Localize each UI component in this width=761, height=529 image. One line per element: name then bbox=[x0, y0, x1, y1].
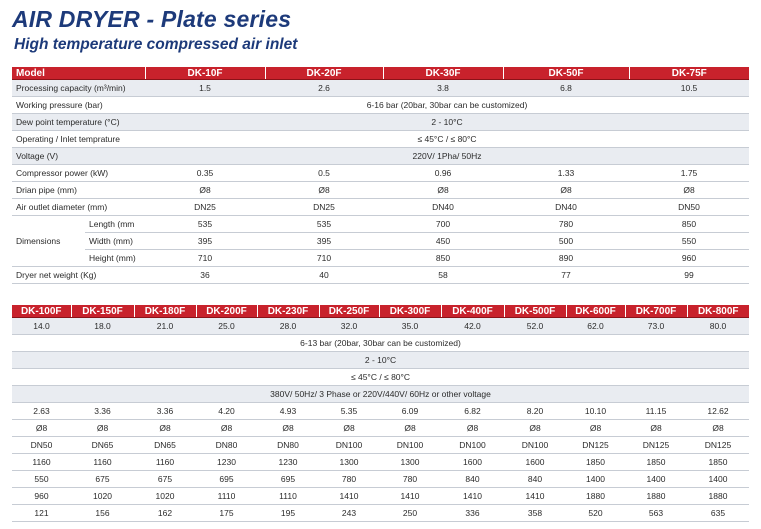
table-cell: 243 bbox=[319, 505, 379, 522]
table-row-pressure bbox=[12, 335, 749, 352]
spec-table-small-models bbox=[12, 67, 749, 284]
table-cell: 1300 bbox=[319, 454, 379, 471]
row-label: Air outlet diameter (mm) bbox=[12, 199, 145, 216]
table-row-weight bbox=[12, 505, 749, 522]
table-cell: 8.20 bbox=[504, 403, 566, 420]
table-cell: 1300 bbox=[379, 454, 441, 471]
table-row-height bbox=[12, 488, 749, 505]
table-cell: Ø8 bbox=[71, 420, 134, 437]
page-subtitle: High temperature compressed air inlet bbox=[14, 36, 298, 53]
table-cell: 10.10 bbox=[566, 403, 625, 420]
table-cell: 175 bbox=[196, 505, 257, 522]
table-row-power bbox=[12, 403, 749, 420]
table-cell: 675 bbox=[134, 471, 196, 488]
table-cell: Ø8 bbox=[383, 182, 503, 199]
table-cell: Ø8 bbox=[134, 420, 196, 437]
table-cell: 4.20 bbox=[196, 403, 257, 420]
table-cell: DN100 bbox=[441, 437, 504, 454]
table-cell: 1850 bbox=[625, 454, 687, 471]
table-cell: 695 bbox=[257, 471, 319, 488]
row-label: Drian pipe (mm) bbox=[12, 182, 145, 199]
table-cell: DN25 bbox=[145, 199, 265, 216]
table-cell: 1850 bbox=[687, 454, 749, 471]
table-row-dew-point bbox=[12, 352, 749, 369]
table-cell: 10.5 bbox=[629, 80, 749, 97]
model-header: DK-230F bbox=[257, 305, 319, 318]
model-header: DK-180F bbox=[134, 305, 196, 318]
table-cell: Ø8 bbox=[12, 420, 71, 437]
table-cell: 2.63 bbox=[12, 403, 71, 420]
table-cell: 780 bbox=[379, 471, 441, 488]
table-cell: 6.09 bbox=[379, 403, 441, 420]
table-row-pressure bbox=[12, 97, 749, 114]
table-cell: DN80 bbox=[196, 437, 257, 454]
table-cell: 1.75 bbox=[629, 165, 749, 182]
table-cell: 1160 bbox=[12, 454, 71, 471]
table-row-capacity bbox=[12, 318, 749, 335]
table-cell: 635 bbox=[687, 505, 749, 522]
table-cell: 358 bbox=[504, 505, 566, 522]
table-cell: 2.6 bbox=[265, 80, 383, 97]
table-cell: 520 bbox=[566, 505, 625, 522]
table-cell: 450 bbox=[383, 233, 503, 250]
table-cell: 695 bbox=[196, 471, 257, 488]
table-cell: 850 bbox=[629, 216, 749, 233]
model-header: DK-300F bbox=[379, 305, 441, 318]
table-cell: 890 bbox=[503, 250, 629, 267]
table-cell: ≤ 45°C / ≤ 80°C bbox=[12, 369, 749, 386]
table-cell: Ø8 bbox=[504, 420, 566, 437]
row-label: Working pressure (bar) bbox=[12, 97, 145, 114]
table-cell: ≤ 45°C / ≤ 80°C bbox=[145, 131, 749, 148]
table-cell: DN25 bbox=[265, 199, 383, 216]
table-row-length bbox=[12, 454, 749, 471]
page-title: AIR DRYER - Plate series bbox=[12, 6, 292, 32]
table-cell: 6.8 bbox=[503, 80, 629, 97]
row-label: Compressor power (kW) bbox=[12, 165, 145, 182]
table-cell: 62.0 bbox=[566, 318, 625, 335]
table-cell: 25.0 bbox=[196, 318, 257, 335]
table-cell: 80.0 bbox=[687, 318, 749, 335]
model-column-header: Model bbox=[12, 67, 145, 80]
row-label: Dryer net weight (Kg) bbox=[12, 267, 145, 284]
table-row-temperature bbox=[12, 369, 749, 386]
model-header: DK-30F bbox=[383, 67, 503, 80]
table-cell: 32.0 bbox=[319, 318, 379, 335]
table-cell: 1880 bbox=[625, 488, 687, 505]
table-cell: 6.82 bbox=[441, 403, 504, 420]
table-cell: DN100 bbox=[379, 437, 441, 454]
table-header-row bbox=[12, 67, 749, 80]
table-cell: 395 bbox=[265, 233, 383, 250]
table-cell: Ø8 bbox=[196, 420, 257, 437]
table-cell: 28.0 bbox=[257, 318, 319, 335]
table-cell: 250 bbox=[379, 505, 441, 522]
table-cell: 850 bbox=[383, 250, 503, 267]
row-label: Voltage (V) bbox=[12, 148, 145, 165]
table-cell: 21.0 bbox=[134, 318, 196, 335]
model-header: DK-600F bbox=[566, 305, 625, 318]
model-header: DK-20F bbox=[265, 67, 383, 80]
table-cell: 1020 bbox=[71, 488, 134, 505]
row-label-dimensions: Dimensions bbox=[12, 216, 85, 267]
table-cell: DN40 bbox=[383, 199, 503, 216]
table-cell: 1230 bbox=[196, 454, 257, 471]
table-cell: 156 bbox=[71, 505, 134, 522]
table-cell: 380V/ 50Hz/ 3 Phase or 220V/440V/ 60Hz or other voltage bbox=[12, 386, 749, 403]
table-cell: 1410 bbox=[379, 488, 441, 505]
table-cell: 6-13 bar (20bar, 30bar can be customized) bbox=[12, 335, 749, 352]
table-cell: 500 bbox=[503, 233, 629, 250]
table-cell: 1600 bbox=[441, 454, 504, 471]
table-cell: 1850 bbox=[566, 454, 625, 471]
table-cell: 780 bbox=[319, 471, 379, 488]
table-cell: 18.0 bbox=[71, 318, 134, 335]
table-cell: Ø8 bbox=[319, 420, 379, 437]
table-cell: 1880 bbox=[687, 488, 749, 505]
table-cell: 3.36 bbox=[134, 403, 196, 420]
table-cell: DN125 bbox=[625, 437, 687, 454]
table-cell: Ø8 bbox=[566, 420, 625, 437]
table-cell: 710 bbox=[265, 250, 383, 267]
table-row-drain bbox=[12, 420, 749, 437]
row-sublabel: Height (mm) bbox=[85, 250, 145, 267]
table-cell: 550 bbox=[12, 471, 71, 488]
table-cell: Ø8 bbox=[257, 420, 319, 437]
table-cell: 960 bbox=[12, 488, 71, 505]
table-cell: 675 bbox=[71, 471, 134, 488]
table-cell: Ø8 bbox=[687, 420, 749, 437]
table-row-voltage bbox=[12, 148, 749, 165]
table-cell: DN125 bbox=[687, 437, 749, 454]
table-cell: 40 bbox=[265, 267, 383, 284]
table-cell: 535 bbox=[265, 216, 383, 233]
model-header: DK-400F bbox=[441, 305, 504, 318]
table-cell: 162 bbox=[134, 505, 196, 522]
table-cell: 52.0 bbox=[504, 318, 566, 335]
table-cell: 77 bbox=[503, 267, 629, 284]
table-cell: 960 bbox=[629, 250, 749, 267]
model-header: DK-700F bbox=[625, 305, 687, 318]
table-cell: 220V/ 1Pha/ 50Hz bbox=[145, 148, 749, 165]
table-cell: 73.0 bbox=[625, 318, 687, 335]
table-row-temperature bbox=[12, 131, 749, 148]
table-cell: 58 bbox=[383, 267, 503, 284]
table-cell: 0.35 bbox=[145, 165, 265, 182]
table-cell: 1400 bbox=[687, 471, 749, 488]
table-cell: 99 bbox=[629, 267, 749, 284]
table-cell: Ø8 bbox=[265, 182, 383, 199]
table-cell: 1410 bbox=[441, 488, 504, 505]
table-row-width bbox=[12, 471, 749, 488]
model-header: DK-200F bbox=[196, 305, 257, 318]
table-cell: 1230 bbox=[257, 454, 319, 471]
table-cell: 780 bbox=[503, 216, 629, 233]
row-label: Dew point temperature (°C) bbox=[12, 114, 145, 131]
model-header: DK-100F bbox=[12, 305, 71, 318]
table-cell: Ø8 bbox=[629, 182, 749, 199]
table-cell: 6-16 bar (20bar, 30bar can be customized) bbox=[145, 97, 749, 114]
table-cell: DN65 bbox=[71, 437, 134, 454]
table-cell: 840 bbox=[441, 471, 504, 488]
table-cell: 1160 bbox=[71, 454, 134, 471]
table-cell: 0.96 bbox=[383, 165, 503, 182]
table-row-outlet bbox=[12, 199, 749, 216]
spec-table-large-models bbox=[12, 305, 749, 522]
table-cell: 1110 bbox=[196, 488, 257, 505]
row-label: Operating / Inlet temprature bbox=[12, 131, 145, 148]
table-cell: 1600 bbox=[504, 454, 566, 471]
table-cell: 1400 bbox=[625, 471, 687, 488]
table-cell: 121 bbox=[12, 505, 71, 522]
table-cell: DN100 bbox=[504, 437, 566, 454]
table-cell: 0.5 bbox=[265, 165, 383, 182]
table-cell: 11.15 bbox=[625, 403, 687, 420]
table-cell: 14.0 bbox=[12, 318, 71, 335]
table-cell: 395 bbox=[145, 233, 265, 250]
table-cell: 1.33 bbox=[503, 165, 629, 182]
table-cell: Ø8 bbox=[145, 182, 265, 199]
table-cell: 1880 bbox=[566, 488, 625, 505]
table-cell: 12.62 bbox=[687, 403, 749, 420]
table-cell: 4.93 bbox=[257, 403, 319, 420]
table-cell: 1160 bbox=[134, 454, 196, 471]
table-cell: DN80 bbox=[257, 437, 319, 454]
table-header-row bbox=[12, 305, 749, 318]
table-row-outlet bbox=[12, 437, 749, 454]
table-row-dew-point bbox=[12, 114, 749, 131]
table-cell: 3.8 bbox=[383, 80, 503, 97]
table-row-height bbox=[12, 250, 749, 267]
model-header: DK-50F bbox=[503, 67, 629, 80]
table-cell: Ø8 bbox=[625, 420, 687, 437]
table-row-voltage bbox=[12, 386, 749, 403]
model-header: DK-800F bbox=[687, 305, 749, 318]
table-cell: 550 bbox=[629, 233, 749, 250]
table-cell: 2 - 10°C bbox=[145, 114, 749, 131]
table-row-drain bbox=[12, 182, 749, 199]
table-cell: DN40 bbox=[503, 199, 629, 216]
table-cell: 1410 bbox=[504, 488, 566, 505]
table-cell: 710 bbox=[145, 250, 265, 267]
table-cell: 336 bbox=[441, 505, 504, 522]
model-header: DK-75F bbox=[629, 67, 749, 80]
table-cell: DN65 bbox=[134, 437, 196, 454]
model-header: DK-10F bbox=[145, 67, 265, 80]
table-cell: 1020 bbox=[134, 488, 196, 505]
table-cell: 195 bbox=[257, 505, 319, 522]
table-cell: Ø8 bbox=[379, 420, 441, 437]
table-cell: 535 bbox=[145, 216, 265, 233]
table-cell: 5.35 bbox=[319, 403, 379, 420]
table-cell: DN50 bbox=[629, 199, 749, 216]
table-cell: 2 - 10°C bbox=[12, 352, 749, 369]
table-cell: 1410 bbox=[319, 488, 379, 505]
table-row-power bbox=[12, 165, 749, 182]
table-cell: DN125 bbox=[566, 437, 625, 454]
table-row-capacity bbox=[12, 80, 749, 97]
table-row-length bbox=[12, 216, 749, 233]
table-cell: 1110 bbox=[257, 488, 319, 505]
table-cell: 36 bbox=[145, 267, 265, 284]
table-cell: DN50 bbox=[12, 437, 71, 454]
row-sublabel: Length (mm bbox=[85, 216, 145, 233]
table-cell: 840 bbox=[504, 471, 566, 488]
table-cell: 42.0 bbox=[441, 318, 504, 335]
table-cell: 35.0 bbox=[379, 318, 441, 335]
table-cell: 3.36 bbox=[71, 403, 134, 420]
table-row-weight bbox=[12, 267, 749, 284]
table-row-width bbox=[12, 233, 749, 250]
table-cell: Ø8 bbox=[441, 420, 504, 437]
row-sublabel: Width (mm) bbox=[85, 233, 145, 250]
model-header: DK-500F bbox=[504, 305, 566, 318]
model-header: DK-150F bbox=[71, 305, 134, 318]
table-cell: Ø8 bbox=[503, 182, 629, 199]
table-cell: 1400 bbox=[566, 471, 625, 488]
table-cell: 1.5 bbox=[145, 80, 265, 97]
model-header: DK-250F bbox=[319, 305, 379, 318]
table-cell: 563 bbox=[625, 505, 687, 522]
table-cell: 700 bbox=[383, 216, 503, 233]
table-cell: DN100 bbox=[319, 437, 379, 454]
row-label: Processing capacity (m³/min) bbox=[12, 80, 145, 97]
